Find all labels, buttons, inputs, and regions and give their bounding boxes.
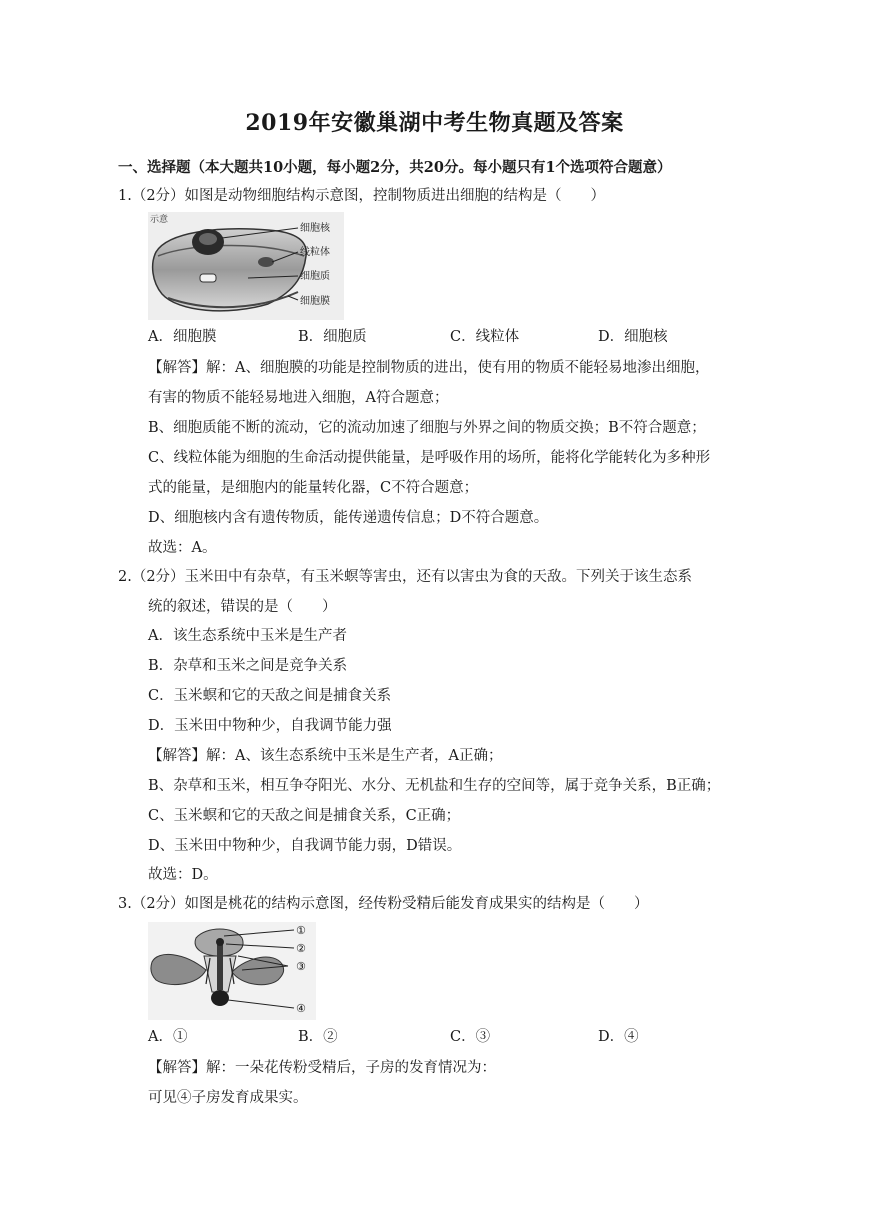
q2-answer-line: B、杂草和玉米，相互争夺阳光、水分、无机盐和生存的空间等，属于竞争关系，B正确； <box>148 778 721 794</box>
q1-option-b: B．细胞质 <box>298 329 367 345</box>
q2-answer-conclusion: 故选：D。 <box>148 867 218 883</box>
figure-1-label-nucleus: 细胞核 <box>300 223 330 234</box>
figure-1-label-membrane: 细胞膜 <box>300 296 330 307</box>
figure-3-label-2: ② <box>296 942 306 955</box>
figure-1-corner-text: 示意 <box>150 215 169 225</box>
q1-answer-conclusion: 故选：A。 <box>148 540 217 556</box>
q2-option-b: B．杂草和玉米之间是竞争关系 <box>148 658 348 674</box>
animal-cell-figure <box>148 212 344 320</box>
peach-flower-figure <box>148 922 316 1020</box>
q1-option-c: C．线粒体 <box>450 329 520 345</box>
q3-option-a: A．① <box>148 1029 188 1045</box>
question-2-stem: 统的叙述，错误的是（ ） <box>148 599 337 615</box>
q1-answer-line: C、线粒体能为细胞的生命活动提供能量，是呼吸作用的场所，能将化学能转化为多种形 <box>148 450 711 466</box>
q1-answer-line: D、细胞核内含有遗传物质，能传递遗传信息；D不符合题意。 <box>148 510 549 526</box>
question-2-stem: 2.（2分）玉米田中有杂草，有玉米螟等害虫，还有以害虫为食的天敌。下列关于该生态系 <box>118 569 693 585</box>
figure-3-label-1: ① <box>296 924 306 937</box>
q1-answer-line: B、细胞质能不断的流动，它的流动加速了细胞与外界之间的物质交换；B不符合题意； <box>148 420 706 436</box>
q1-option-d: D．细胞核 <box>598 329 668 345</box>
figure-3-label-3: ③ <box>296 960 306 973</box>
q3-option-b: B．② <box>298 1029 338 1045</box>
q2-option-c: C．玉米螟和它的天敌之间是捕食关系 <box>148 688 392 704</box>
figure-3-label-4: ④ <box>296 1002 306 1015</box>
page-title: 2019年安徽巢湖中考生物真题及答案 <box>245 110 624 136</box>
q2-option-a: A．该生态系统中玉米是生产者 <box>148 628 347 644</box>
q1-answer-line: 有害的物质不能轻易地进入细胞，A符合题意； <box>148 390 449 406</box>
q3-option-d: D．④ <box>598 1029 639 1045</box>
q2-answer-line: C、玉米螟和它的天敌之间是捕食关系，C正确； <box>148 808 461 824</box>
q3-option-c: C．③ <box>450 1029 491 1045</box>
question-3-stem: 3.（2分）如图是桃花的结构示意图，经传粉受精后能发育成果实的结构是（ ） <box>118 896 649 912</box>
figure-1-label-cytoplasm: 细胞质 <box>300 271 330 282</box>
figure-1-label-mitochondria: 线粒体 <box>300 247 330 258</box>
q2-answer-line: D、玉米田中物种少，自我调节能力弱，D错误。 <box>148 838 462 854</box>
q3-answer-line: 可见④子房发育成果实。 <box>148 1090 308 1106</box>
q1-answer-line: 【解答】解：A、细胞膜的功能是控制物质的进出，使有用的物质不能轻易地渗出细胞， <box>148 360 710 376</box>
section-heading: 一、选择题（本大题共10小题，每小题2分，共20分。每小题只有1个选项符合题意） <box>118 159 672 176</box>
q1-option-a: A．细胞膜 <box>148 329 217 345</box>
q2-option-d: D．玉米田中物种少，自我调节能力强 <box>148 718 392 734</box>
q1-answer-line: 式的能量，是细胞内的能量转化器，C不符合题意； <box>148 480 479 496</box>
question-1-stem: 1.（2分）如图是动物细胞结构示意图，控制物质进出细胞的结构是（ ） <box>118 188 606 204</box>
q2-answer-line: 【解答】解：A、该生态系统中玉米是生产者，A正确； <box>148 748 503 764</box>
q3-answer-line: 【解答】解：一朵花传粉受精后，子房的发育情况为： <box>148 1060 496 1076</box>
